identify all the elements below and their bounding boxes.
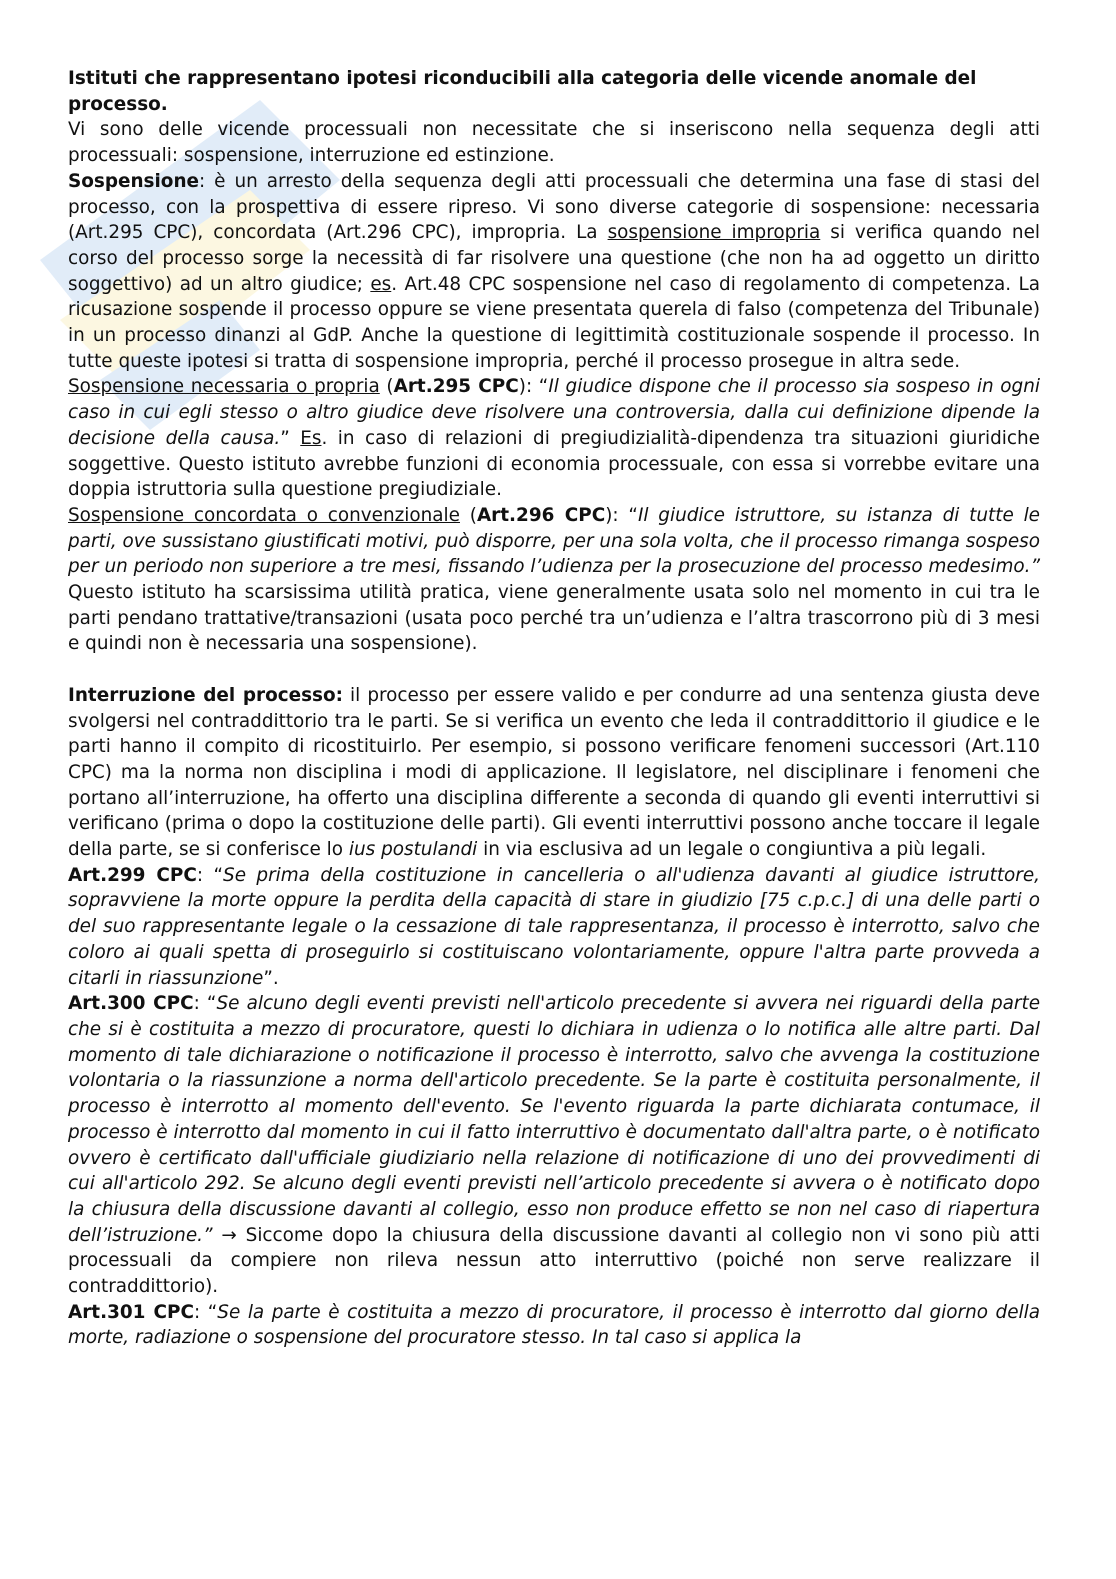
art301-paragraph: Art.301 CPC: “Se la parte è costituita a mezzo di procuratore, il processo è interrotto dal giorno della morte, radiazione o sospensione del procuratore stesso. In tal caso si applica la — [68, 1301, 1041, 1349]
interruzione-label: Interruzione del processo: — [68, 684, 343, 706]
art300-paragraph: Art.300 CPC: “Se alcuno degli eventi previsti nell'articolo precedente si avvera nei riguardi della parte che si è costituita a mezzo di procuratore, questi lo dichiara in udienza o lo notifica alle altre parti. Dal momento di tale dichiarazione o notificazione il processo è interrotto, salvo che avvenga la costituzione volontaria o la riassunzione a norma dell'articolo precedente. Se la parte è costituita personalmente, il processo è interrotto al momento dell'evento. Se l'evento riguarda la parte dichiarata contumace, il processo è interrotto dal momento in cui il fatto interruttivo è documentato dall'altra parte, o è notificato ovvero è certificato dall'ufficiale giudiziario nella relazione di notificazione di uno dei provvedimenti di cui all'articolo 292. Se alcuno degli eventi previsti nell’articolo precedente si avvera o è notificato dopo la chiusura della discussione davanti al collegio, esso non produce effetto se non nel caso di riapertura dell’istruzione.” → Siccome dopo la chiusura della discussione davanti al collegio non vi sono più atti processuali da compiere non rileva nessun atto interruttivo (poiché non serve realizzare il contraddittorio). — [68, 993, 1041, 1298]
article-quote: Se alcuno degli eventi previsti nell'articolo precedente si avvera nei riguardi della parte che si è costituita a mezzo di procuratore, questi lo dichiara in udienza o lo notifica alle altre parti. Dal momento di tale dichiarazione o notificazione il processo è interrotto, salvo che avvenga la costituzione volontaria o la riassunzione a norma dell'articolo precedente. Se la parte è costituita personalmente, il processo è interrotto al momento dell'evento. Se l'evento riguarda la parte dichiarata contumace, il processo è interrotto dal momento in cui il fatto interruttivo è documentato dall'altra parte, o è notificato ovvero è certificato dall'ufficiale giudiziario nella relazione di notificazione di uno dei provvedimenti di cui all'articolo 292. Se alcuno degli eventi previsti nell’articolo precedente si avvera o è notificato dopo la chiusura della discussione davanti al collegio, esso non produce effetto se non nel caso di riapertura dell’istruzione.” — [68, 993, 1041, 1246]
arrow-icon: → — [212, 1224, 246, 1246]
sospensione-impropria-link: sospensione impropria — [607, 222, 821, 244]
necessaria-paragraph: Sospensione necessaria o propria (Art.295 CPC): “Il giudice dispone che il processo sia sospeso in ogni caso in cui egli stesso o altro giudice deve risolvere una controversia, dalla cui definizione dipende la decisione della causa.” Es. in caso di relazioni di pregiudizialità-dipendenza tra situazioni giuridiche soggettive. Questo istituto avrebbe funzioni di economia processuale, con essa si vorrebbe evitare una doppia istruttoria sulla questione pregiudiziale. — [68, 376, 1041, 501]
spacer — [68, 657, 1040, 683]
article-quote: Il giudice dispone che il processo sia sospeso in ogni caso in cui egli stesso o altro giudice deve risolvere una controversia, dalla cui definizione dipende la decisione della causa. — [68, 376, 1041, 449]
article-ref: Art.301 CPC — [68, 1301, 195, 1323]
article-quote: Se la parte è costituita a mezzo di procuratore, il processo è interrotto dal giorno della morte, radiazione o sospensione del procuratore stesso. In tal caso si applica la — [68, 1301, 1041, 1349]
article-ref: Art.296 CPC — [476, 504, 606, 526]
document-title: Istituti che rappresentano ipotesi riconducibili alla categoria delle vicende anomale del processo. — [68, 68, 977, 115]
intro-paragraph: Vi sono delle vicende processuali non necessitate che si inseriscono nella sequenza degli atti processuali: sospensione, interruzione ed estinzione. — [68, 119, 1040, 167]
article-ref: Art.300 CPC — [68, 993, 194, 1015]
article-quote: Se prima della costituzione in cancelleria o all'udienza davanti al giudice istruttore, sopravviene la morte oppure la perdita della capacità di stare in giudizio [75 c.p.c.] di una delle parti o del suo rappresentante legale o la cessazione di tale rappresentanza, il processo è interrotto, salvo che coloro ai quali spetta di proseguirlo si costituiscano volontariamente, oppure l'altra parte provveda a citarli in riassunzione — [68, 864, 1040, 989]
article-ref: Art.299 CPC — [68, 864, 197, 886]
sospensione-necessaria-link: Sospensione necessaria o propria — [68, 376, 380, 398]
sospensione-concordata-link: Sospensione concordata o convenzionale — [68, 504, 460, 526]
art299-paragraph: Art.299 CPC: “Se prima della costituzione in cancelleria o all'udienza davanti al giudice istruttore, sopravviene la morte oppure la perdita della capacità di stare in giudizio [75 c.p.c.] di una delle parti o del suo rappresentante legale o la cessazione di tale rappresentanza, il processo è interrotto, salvo che coloro ai quali spetta di proseguirlo si costituiscano volontariamente, oppure l'altra parte provveda a citarli in riassunzione”. — [68, 864, 1040, 989]
interruzione-paragraph: Interruzione del processo: il processo per essere valido e per condurre ad una sentenza giusta deve svolgersi nel contraddittorio tra le parti. Se si verifica un evento che leda il contraddittorio il giudice e le parti hanno il compito di ricostituirlo. Per esempio, si possono verificare fenomeni successori (Art.110 CPC) ma la norma non disciplina i modi di applicazione. Il legislatore, nel disciplinare i fenomeni che portano all’interruzione, ha offerto una disciplina differente a seconda di quando gli eventi interruttivi si verificano (prima o dopo la costituzione delle parti). Gli eventi interruttivi possono anche toccare il legale della parte, se si conferisce lo ius postulandi in via esclusiva ad un legale o congiuntiva a più legali. — [68, 684, 1040, 861]
sospensione-paragraph: Sospensione: è un arresto della sequenza degli atti processuali che determina una fase di stasi del processo, con la prospettiva di essere ripreso. Vi sono diverse categorie di sospensione: necessaria (Art.295 CPC), concordata (Art.296 CPC), impropria. La sospensione impropria si verifica quando nel corso del processo sorge la necessità di far risolvere una questione (che non ha ad oggetto un diritto soggettivo) ad un altro giudice; es. Art.48 CPC sospensione nel caso di regolamento di competenza. La ricusazione sospende il processo oppure se viene presentata querela di falso (competenza del Tribunale) in un processo dinanzi al GdP. Anche la questione di legittimità costituzionale sospende il processo. In tutte queste ipotesi si tratta di sospensione impropria, perché il processo prosegue in altra sede. — [68, 170, 1040, 372]
concordata-paragraph: Sospensione concordata o convenzionale (Art.296 CPC): “Il giudice istruttore, su istanza di tutte le parti, ove sussistano giustificati motivi, può disporre, per una sola volta, che il processo rimanga sospeso per un periodo non superiore a tre mesi, fissando l’udienza per la prosecuzione del processo medesimo.” Questo istituto ha scarsissima utilità pratica, viene generalmente usata solo nel momento in cui tra le parti pendano trattative/transazioni (usata poco perché tra un’udienza e l’altra trascorrono più di 3 mesi e quindi non è necessaria una sospensione). — [68, 504, 1040, 655]
article-quote: Il giudice istruttore, su istanza di tutte le parti, ove sussistano giustificati motivi, può disporre, per una sola volta, che il processo rimanga sospeso per un periodo non superiore a tre mesi, fissando l’udienza per la prosecuzione del processo medesimo.” — [68, 504, 1040, 578]
document-body — [68, 66, 1040, 1351]
article-ref: Art.295 CPC — [393, 376, 519, 398]
sospensione-label: Sospensione — [68, 170, 200, 192]
